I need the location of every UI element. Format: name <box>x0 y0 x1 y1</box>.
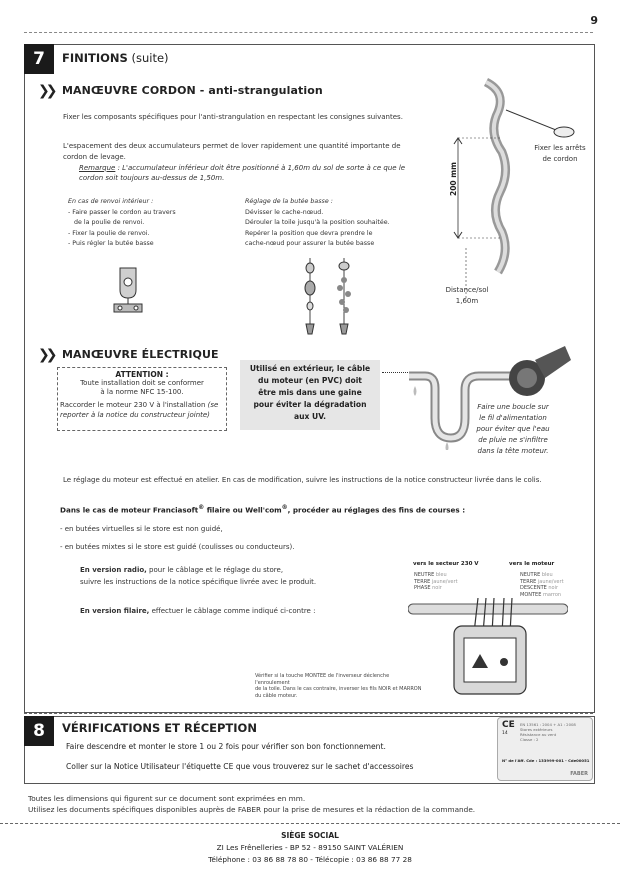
wire-label: NEUTRE <box>520 572 541 578</box>
ce-text-line: Résistance au vent <box>520 732 557 737</box>
left-title: En cas de renvoi intérieur : <box>68 198 154 205</box>
chevron-icon: ❯❯ <box>38 347 54 363</box>
wire-label: PHASE <box>414 585 431 591</box>
loop-note-line: le fil d'alimentation <box>479 414 547 422</box>
hq-phone: Téléphone : 03 86 88 78 80 - Télécopie : 03 86 88 77 28 <box>208 855 412 864</box>
ce-text-line: EN 13561 : 2004 + A1 : 2008 <box>520 722 576 727</box>
loop-note-line: de pluie ne s'infiltre <box>478 436 548 444</box>
pulley-illustration <box>110 264 146 318</box>
ce-mark-icon: CE <box>502 720 515 730</box>
attention-title: ATTENTION : <box>115 370 169 379</box>
wire-label: DESCENTE <box>520 585 547 591</box>
wire-label: NEUTRE <box>414 572 435 578</box>
dims-note: Toutes les dimensions qui figurent sur ce document sont exprimées en mm. <box>28 794 306 803</box>
footer-notes <box>28 793 475 815</box>
section-7-title <box>62 51 169 65</box>
spacing-line-2: cordon de levage. <box>63 152 126 161</box>
cable-note-line: Utilisé en extérieur, le câble <box>249 364 371 373</box>
wire-label: TERRE <box>520 578 537 585</box>
page-number: 9 <box>590 14 598 27</box>
cord-stops-label-line: Fixer les arrêts <box>534 144 586 152</box>
footer-divider <box>0 823 620 824</box>
motor-title: vers le moteur <box>509 561 555 567</box>
limits-heading-part: filaire ou Well'com <box>204 505 282 515</box>
right-instructions <box>245 197 390 250</box>
attention-ref-line: reporter à la notice du constructeur jointe) <box>60 411 210 419</box>
hq-address: ZI Les Frênelleries - BP 52 - 89150 SAINT VALÉRIEN <box>216 843 404 852</box>
wiring-diagram <box>408 598 568 706</box>
loop-note-line: dans la tête moteur. <box>477 447 549 455</box>
hq-title: SIÈGE SOCIAL <box>281 831 339 840</box>
wired-bold: En version filaire, <box>80 607 150 615</box>
attention-connect-text: Raccorder le moteur 230 V à l'installation <box>60 401 206 409</box>
ce-text <box>520 722 576 742</box>
wiring-check-note <box>255 673 425 699</box>
right-item: Dérouler la toile jusqu'à la position souhaitée. <box>245 219 390 226</box>
wire-color: bleu <box>541 572 553 578</box>
remark-line-1: : L'accumulateur inférieur doit être positionné à 1,60m du sol de sorte à ce que le <box>115 163 406 172</box>
section-7-number: 7 <box>24 44 54 74</box>
ce-label <box>497 717 593 781</box>
cable-note-line: pour éviter la dégradation <box>253 400 367 409</box>
wire-label: MONTEE <box>520 591 542 598</box>
factory-note: Le réglage du moteur est effectué en atelier. En cas de modification, suivre les instructions de la notice constructeur livrée dans le colis. <box>63 476 542 484</box>
wire-color: jaune/vert <box>431 578 458 585</box>
right-item: Repérer la position que devra prendre le <box>245 229 373 237</box>
dimension-label: 200 mm <box>449 162 458 196</box>
left-item: - Puis régler la butée basse <box>68 240 154 247</box>
cord-chain-illustration <box>296 258 366 340</box>
attention-box <box>57 367 227 431</box>
attention-line: à la norme NFC 15-100. <box>100 388 184 396</box>
limits-item: - en butées virtuelles si le store est non guidé, <box>60 525 223 533</box>
chevron-icon: ❯❯ <box>38 83 54 99</box>
remark-line-2: cordon soit toujours au-dessus de 1,50m. <box>79 174 225 183</box>
wire-color: noir <box>548 585 559 591</box>
radio-rest: pour le câblage et le réglage du store, <box>146 566 284 574</box>
ce-year: 14 <box>502 731 508 736</box>
docs-note-part: Utilisez les documents spécifiques disponibles auprès de <box>28 805 238 814</box>
section-8-line-2: Coller sur la Notice Utilisateur l'étiquette CE que vous trouverez sur le sachet d'accessoires <box>66 762 414 771</box>
section-8-number: 8 <box>24 716 54 746</box>
cord-spacing <box>63 141 433 184</box>
wired-rest: effectuer le câblage comme indiqué ci-contre : <box>149 607 316 615</box>
wiring-check-line: Vérifier si la touche MONTEE de l'inverseur déclenche l'enroulement <box>255 673 390 686</box>
registered-mark: ® <box>281 504 288 511</box>
attention-text <box>58 379 226 397</box>
cable-note-line: être mis dans une gaine <box>258 388 362 397</box>
registered-mark: ® <box>198 504 205 511</box>
floor-distance-line: Distance/sol <box>445 286 489 294</box>
top-divider <box>24 32 593 33</box>
limits-heading-part: , procéder au réglages des fins de courses : <box>287 505 466 515</box>
ce-text-line: Stores extérieurs <box>520 727 553 732</box>
wire-color: bleu <box>435 572 447 578</box>
section-8-title: VÉRIFICATIONS ET RÉCEPTION <box>62 721 257 735</box>
sector-title: vers le secteur 230 V <box>413 561 479 567</box>
radio-bold: En version radio, <box>80 566 147 574</box>
radio-instructions <box>80 564 316 588</box>
left-item: de la poulie de renvoi. <box>74 219 145 226</box>
wiring-check-line: du câble moteur. <box>255 692 298 699</box>
section-7-title-text: FINITIONS <box>62 51 128 65</box>
loop-note <box>468 402 558 457</box>
attention-connect <box>58 400 226 420</box>
limits-list <box>60 520 294 556</box>
left-item: - Fixer la poulie de renvoi. <box>68 229 150 237</box>
wire-color: noir <box>432 585 442 591</box>
sector-labels <box>414 572 458 592</box>
cord-stops-label <box>520 143 600 165</box>
ce-order-number: N° de l'Aff. Cde : 133999-001 - Cde00051 <box>502 758 590 763</box>
section-divider <box>24 713 593 714</box>
loop-note-line: Faire une boucle sur <box>477 403 549 411</box>
cord-heading: MANŒUVRE CORDON - anti-strangulation <box>62 84 323 97</box>
limits-heading <box>60 504 465 514</box>
wire-label: TERRE <box>414 578 431 585</box>
cable-note-line: aux UV. <box>293 412 327 421</box>
radio-line-2: suivre les instructions de la notice spécifique livrée avec le produit. <box>80 578 317 586</box>
wire-color: marron <box>542 591 562 598</box>
loop-note-line: pour éviter que l'eau <box>476 425 550 433</box>
right-item: Dévisser le cache-nœud. <box>245 208 324 216</box>
cable-note-box <box>240 360 380 430</box>
cable-note-line: du moteur (en PVC) doit <box>258 376 362 385</box>
remark <box>63 163 433 174</box>
wiring-check-line: de la toile. Dans le cas contraire, inverser les fils NOIR et MARRON <box>255 686 422 692</box>
left-instructions <box>68 197 176 250</box>
wire-color: jaune/vert <box>537 578 564 585</box>
right-item: cache-nœud pour assurer la butée basse <box>245 240 375 247</box>
remark-label: Remarque <box>79 163 116 172</box>
attention-ref: (se <box>205 401 219 409</box>
ce-text-line: Classe : 2 <box>520 737 539 742</box>
limits-item: - en butées mixtes si le store est guidé (coulisses ou conducteurs). <box>60 543 295 551</box>
motor-labels <box>520 572 564 598</box>
spacing-line-1: L'espacement des deux accumulateurs permet de lover rapidement une quantité importante de <box>63 142 401 150</box>
electric-heading: MANŒUVRE ÉLECTRIQUE <box>62 348 219 361</box>
cord-stops-label-line: de cordon <box>542 155 578 163</box>
brand-name: FABER <box>237 805 262 814</box>
section-8-line-1: Faire descendre et monter le store 1 ou 2 fois pour vérifier son bon fonctionnement. <box>66 742 386 751</box>
cord-stops-diagram <box>436 72 592 302</box>
cable-note <box>240 363 380 423</box>
right-title: Réglage de la butée basse : <box>245 198 333 205</box>
wired-instructions <box>80 606 315 617</box>
section-7-title-suffix: (suite) <box>127 51 169 65</box>
left-item: - Faire passer le cordon au travers <box>68 208 176 216</box>
ce-brand: FABER <box>570 771 588 777</box>
attention-line: Toute installation doit se conformer <box>80 379 204 387</box>
floor-distance-label <box>432 285 502 307</box>
cord-intro: Fixer les composants spécifiques pour l'anti-strangulation en respectant les consignes suivantes. <box>63 113 403 121</box>
limits-heading-part: Dans le cas de moteur Franciasoft <box>60 505 199 515</box>
docs-note-part: pour la prise de mesures et la rédaction de la commande. <box>261 805 476 814</box>
floor-distance-line: 1,60m <box>455 297 479 305</box>
